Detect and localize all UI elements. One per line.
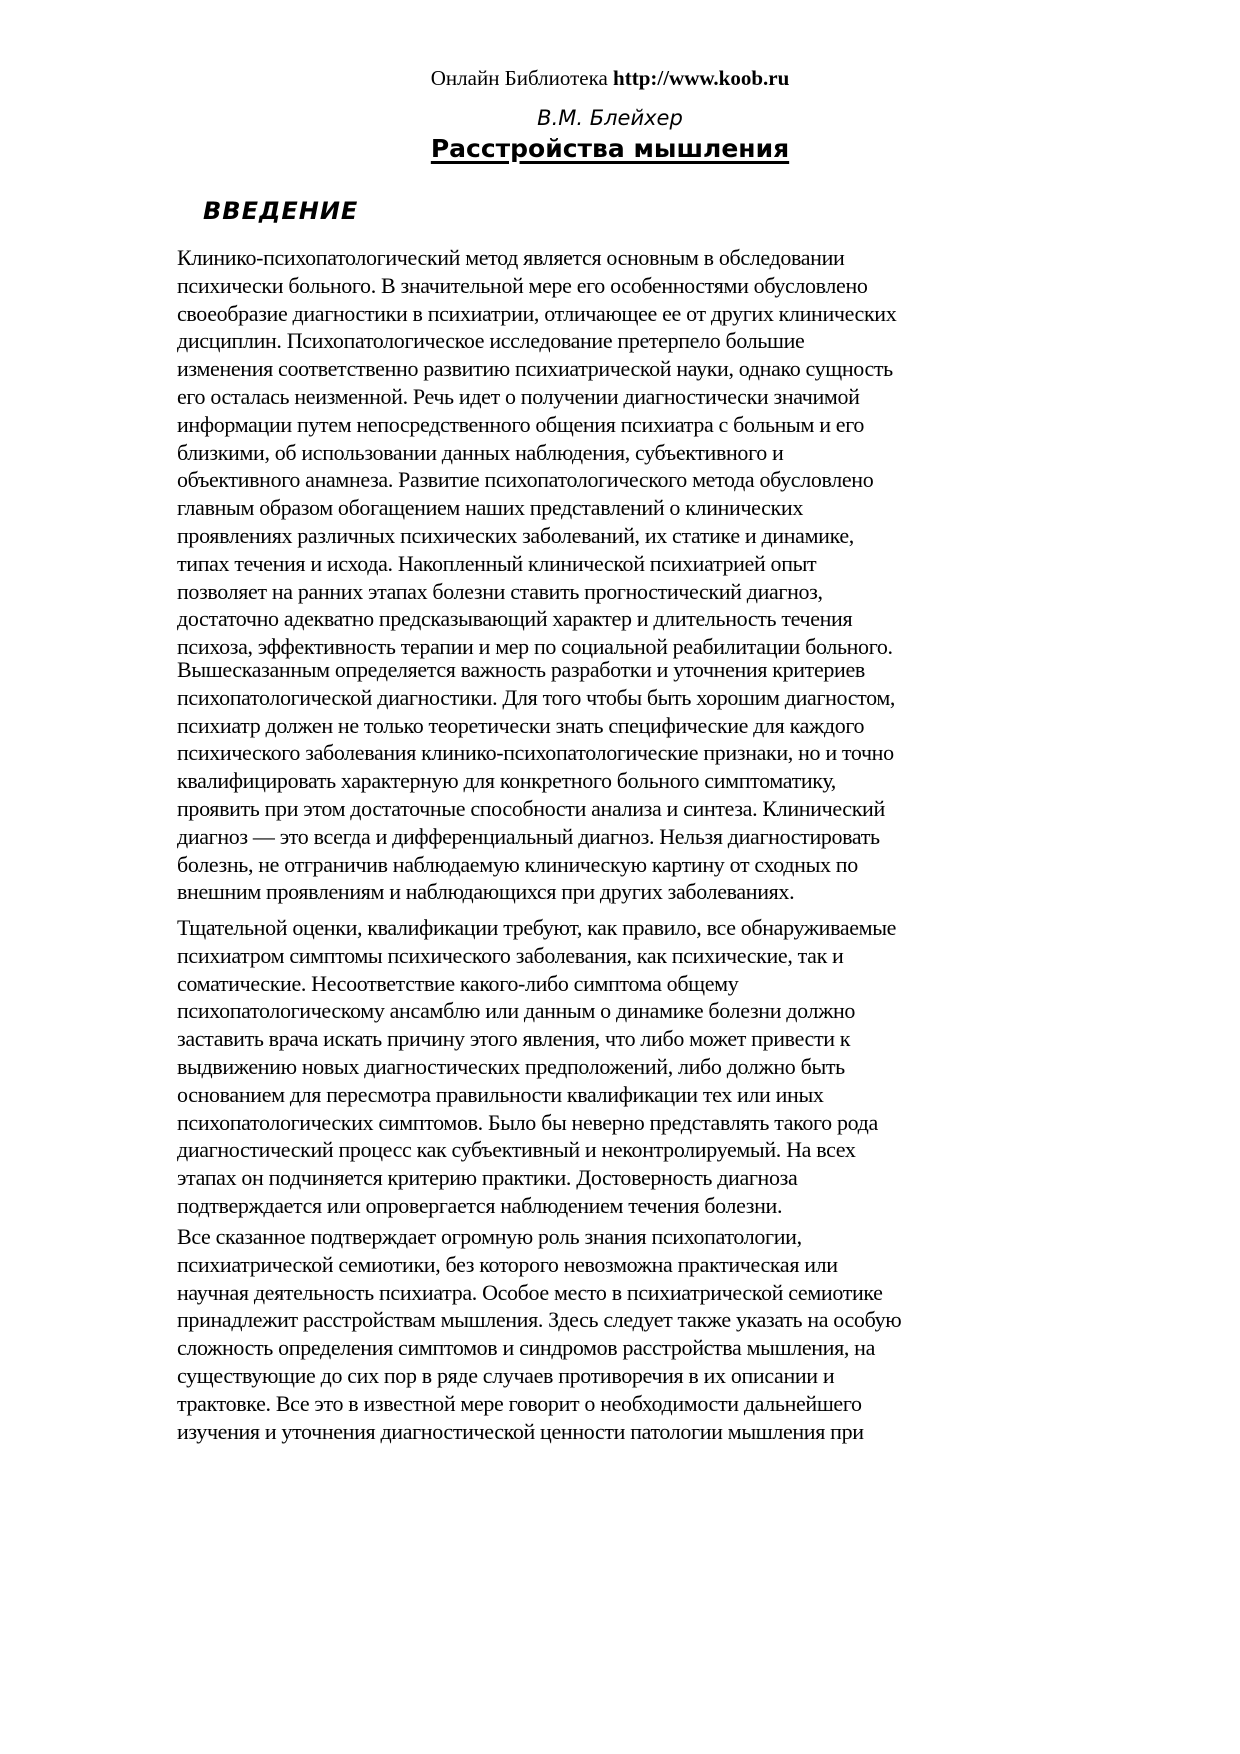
text-line: психопатологических симптомов. Было бы неверно представлять такого рода (177, 1109, 878, 1135)
text-line: Вышесказанным определяется важность разработки и уточнения критериев (177, 657, 865, 682)
text-line: его осталась неизменной. Речь идет о получении диагностически значимой (177, 383, 860, 409)
library-header (0, 66, 1220, 91)
text-line: подтверждается или опровергается наблюдением течения болезни. (177, 1192, 783, 1218)
text-line: психиатром симптомы психического заболевания, как психические, так и (177, 942, 844, 968)
section-heading: ВВЕДЕНИЕ (203, 197, 359, 225)
text-line: Тщательной оценки, квалификации требуют, как правило, все обнаруживаемые (177, 915, 897, 940)
library-url[interactable]: http://www.koob.ru (613, 66, 790, 90)
text-line: квалифицировать характерную для конкретного больного симптоматику, (177, 768, 836, 794)
text-line: главным образом обогащением наших представлений о клинических (177, 495, 803, 521)
text-line: существующие до сих пор в ряде случаев противоречия в их описании и (177, 1362, 835, 1388)
author: В.М. Блейхер (537, 106, 683, 130)
text-line: изучения и уточнения диагностической ценности патологии мышления при (177, 1418, 864, 1444)
paragraph-1 (177, 244, 896, 661)
text-line: психопатологической диагностики. Для того чтобы быть хорошим диагностом, (177, 684, 896, 710)
text-line: Клинико-психопатологический метод является основным в обследовании (177, 245, 845, 270)
text-line: диагностический процесс как субъективный и неконтролируемый. На всех (177, 1137, 856, 1163)
text-line: Все сказанное подтверждает огромную роль знания психопатологии, (177, 1224, 802, 1249)
text-line: достаточно адекватно предсказывающий характер и длительность течения (177, 606, 853, 632)
text-line: соматические. Несоответствие какого-либо симптома общему (177, 970, 739, 996)
library-label: Онлайн Библиотека (430, 66, 608, 90)
text-line: информации путем непосредственного общения психиатра с больным и его (177, 411, 864, 437)
text-line: близкими, об использовании данных наблюдения, субъективного и (177, 439, 784, 465)
paragraph-3 (177, 914, 896, 1220)
text-line: типах течения и исхода. Накопленный клинической психиатрией опыт (177, 550, 817, 576)
text-line: психиатрической семиотики, без которого невозможна практическая или (177, 1251, 838, 1277)
text-line: трактовке. Все это в известной мере говорит о необходимости дальнейшего (177, 1390, 862, 1416)
text-line: психопатологическому ансамблю или данным о динамике болезни должно (177, 998, 856, 1024)
text-line: болезнь, не отграничив наблюдаемую клиническую картину от сходных по (177, 851, 858, 877)
text-line: психоза, эффективность терапии и мер по социальной реабилитации больного. (177, 634, 893, 660)
document-title (0, 134, 1220, 163)
text-line: психически больного. В значительной мере его особенностями обусловлено (177, 272, 868, 298)
text-line: сложность определения симптомов и синдромов расстройства мышления, на (177, 1335, 875, 1361)
text-line: основанием для пересмотра правильности квалификации тех или иных (177, 1081, 824, 1107)
text-line: психиатр должен не только теоретически знать специфические для каждого (177, 712, 865, 738)
text-line: психического заболевания клинико-психопатологические признаки, но и точно (177, 740, 894, 766)
text-line: проявить при этом достаточные способности анализа и синтеза. Клинический (177, 795, 885, 821)
text-line: проявлениях различных психических заболеваний, их статике и динамике, (177, 522, 854, 548)
text-line: принадлежит расстройствам мышления. Здесь следует также указать на особую (177, 1307, 902, 1333)
text-line: своеобразие диагностики в психиатрии, отличающее ее от других клинических (177, 300, 897, 326)
paragraph-2 (177, 656, 895, 906)
text-line: диагноз — это всегда и дифференциальный диагноз. Нельзя диагностировать (177, 823, 880, 849)
text-line: объективного анамнеза. Развитие психопатологического метода обусловлено (177, 467, 874, 493)
text-line: научная деятельность психиатра. Особое место в психиатрической семиотике (177, 1279, 883, 1305)
text-line: выдвижению новых диагностических предположений, либо должно быть (177, 1053, 845, 1079)
paragraph-4 (177, 1223, 901, 1445)
text-line: дисциплин. Психопатологическое исследование претерпело большие (177, 328, 805, 354)
text-line: изменения соответственно развитию психиатрической науки, однако сущность (177, 356, 893, 382)
title-text: Расстройства мышления (430, 134, 790, 163)
text-line: этапах он подчиняется критерию практики. Достоверность диагноза (177, 1165, 798, 1191)
text-line: заставить врача искать причину этого явления, что либо может привести к (177, 1026, 851, 1052)
text-line: позволяет на ранних этапах болезни ставить прогностический диагноз, (177, 578, 823, 604)
text-line: внешним проявлениям и наблюдающихся при других заболеваниях. (177, 879, 795, 905)
